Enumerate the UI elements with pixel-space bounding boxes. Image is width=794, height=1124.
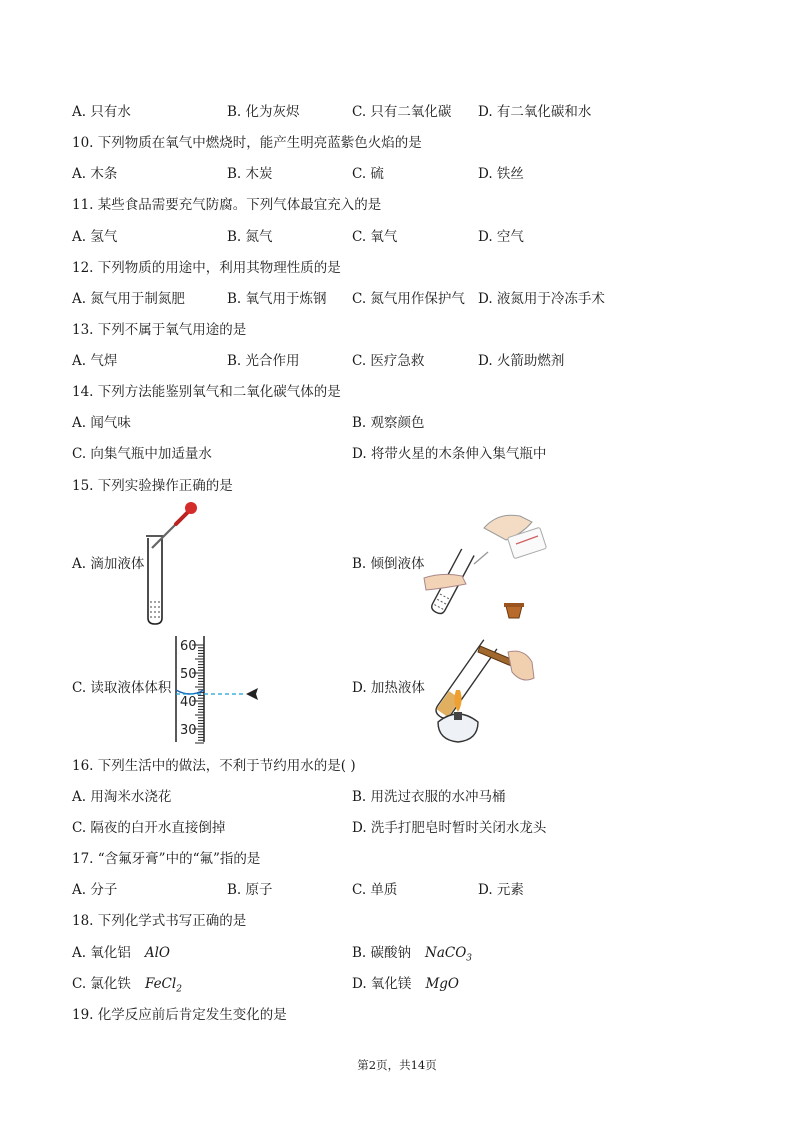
heating-liquid-figure (424, 632, 536, 746)
q14-option-b: B. 观察颜色 (352, 415, 425, 431)
q18-option-b (352, 945, 472, 967)
q16-option-a: A. 用淘米水浇花 (72, 789, 172, 805)
q18-option-d (352, 976, 459, 992)
q16-option-d: D. 洗手打肥皂时暂时关闭水龙头 (352, 820, 547, 836)
q17-option-b: B. 原子 (227, 882, 273, 898)
q15-option-b: B. 倾倒液体 (352, 556, 425, 572)
q18-option-a-label: A. 氧化铝 (72, 945, 131, 961)
q14-option-d: D. 将带火星的木条伸入集气瓶中 (352, 446, 547, 462)
q12-option-a: A. 氮气用于制氮肥 (72, 291, 185, 307)
q18-option-b-label: B. 碳酸钠 (352, 945, 412, 961)
q14-option-a: A. 闻气味 (72, 415, 131, 431)
q10-option-a: A. 木条 (72, 166, 118, 182)
q17-stem: 17. “含氟牙膏”中的“氟”指的是 (72, 851, 261, 867)
q11-option-a: A. 氢气 (72, 229, 118, 245)
q9-option-b: B. 化为灰烬 (227, 104, 300, 120)
q12-option-d: D. 液氮用于冷冻手术 (478, 291, 605, 307)
q17-option-d: D. 元素 (478, 882, 524, 898)
q10-stem: 10. 下列物质在氧气中燃烧时，能产生明亮蓝紫色火焰的是 (72, 135, 422, 151)
q18-option-a (72, 945, 170, 961)
q18-formula-d: MgO (425, 976, 459, 992)
q18-stem: 18. 下列化学式书写正确的是 (72, 913, 247, 929)
q18-formula-a: AlO (144, 945, 170, 961)
q18-option-c-label: C. 氯化铁 (72, 976, 131, 992)
q18-option-d-label: D. 氧化镁 (352, 976, 412, 992)
q12-option-c: C. 氮气用作保护气 (352, 291, 465, 307)
tick-label-50: 50 (180, 667, 197, 682)
eye-icon (246, 688, 258, 700)
q13-option-c: C. 医疗急救 (352, 353, 425, 369)
q11-option-b: B. 氮气 (227, 229, 273, 245)
q17-option-c: C. 单质 (352, 882, 398, 898)
q15-option-c: C. 读取液体体积 (72, 680, 172, 696)
dropper-test-tube-figure (138, 500, 208, 628)
q19-stem: 19. 化学反应前后肯定发生变化的是 (72, 1007, 287, 1023)
q9-option-a: A. 只有水 (72, 104, 131, 120)
q12-stem: 12. 下列物质的用途中，利用其物理性质的是 (72, 260, 341, 276)
tick-label-30: 30 (180, 723, 197, 738)
q11-option-c: C. 氧气 (352, 229, 398, 245)
q15-option-d: D. 加热液体 (352, 680, 425, 696)
q16-option-b: B. 用洗过衣服的水冲马桶 (352, 789, 506, 805)
q10-option-b: B. 木炭 (227, 166, 273, 182)
q10-option-d: D. 铁丝 (478, 166, 524, 182)
tick-label-40: 40 (180, 695, 197, 710)
page-footer: 第2页，共14页 (357, 1058, 437, 1072)
q13-option-b: B. 光合作用 (227, 353, 300, 369)
q16-stem: 16. 下列生活中的做法，不利于节约用水的是( ) (72, 758, 356, 774)
q11-option-d: D. 空气 (478, 229, 524, 245)
q13-stem: 13. 下列不属于氧气用途的是 (72, 322, 247, 338)
q15-stem: 15. 下列实验操作正确的是 (72, 478, 233, 494)
q12-option-b: B. 氧气用于炼钢 (227, 291, 327, 307)
q11-stem: 11. 某些食品需要充气防腐。下列气体最宜充入的是 (72, 197, 382, 213)
tick-label-60: 60 (180, 639, 197, 654)
q9-option-d: D. 有二氧化碳和水 (478, 104, 592, 120)
q13-option-d: D. 火箭助燃剂 (478, 353, 565, 369)
q15-option-a: A. 滴加液体 (72, 556, 145, 572)
q17-option-a: A. 分子 (72, 882, 118, 898)
q18-formula-b: NaCO$_3$ (425, 945, 473, 964)
q9-option-c: C. 只有二氧化碳 (352, 104, 452, 120)
q10-option-c: C. 硫 (352, 166, 384, 182)
q16-option-c: C. 隔夜的白开水直接倒掉 (72, 820, 226, 836)
pouring-liquid-figure (420, 498, 560, 626)
q18-option-c (72, 976, 182, 998)
q18-formula-c: FeCl$_2$ (144, 976, 182, 995)
q14-stem: 14. 下列方法能鉴别氧气和二氧化碳气体的是 (72, 384, 341, 400)
q13-option-a: A. 气焊 (72, 353, 118, 369)
q14-option-c: C. 向集气瓶中加适量水 (72, 446, 212, 462)
cylinder-reading-figure (168, 634, 268, 744)
